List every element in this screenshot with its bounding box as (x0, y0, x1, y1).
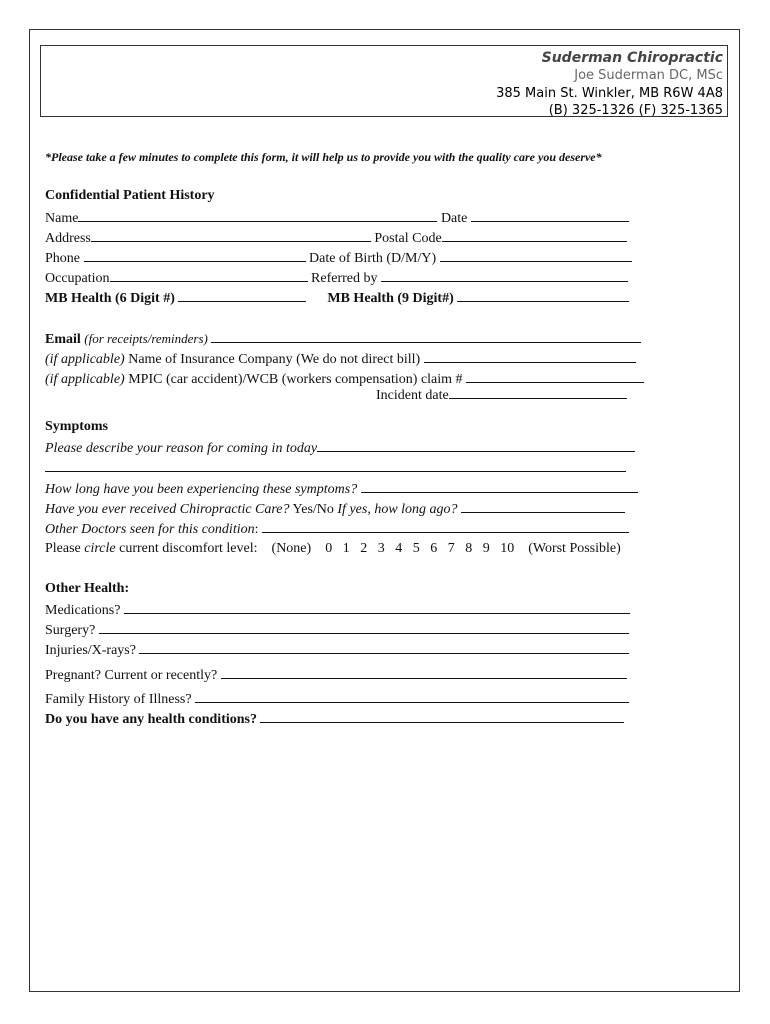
row-reason (45, 438, 635, 458)
pregnant-label: Pregnant? Current or recently? (45, 668, 218, 683)
intro-text: *Please take a few minutes to complete this form, it will help us to provide you with the quality care you deserve* (45, 150, 602, 164)
scale-8[interactable]: 8 (465, 541, 473, 556)
how-long-field[interactable] (361, 479, 638, 493)
clinic-address: 385 Main St. Winkler, MB R6W 4A8 (496, 86, 723, 101)
mb6-label: MB Health (6 Digit #) (45, 291, 175, 306)
email-label: Email (45, 332, 81, 347)
row-address (45, 228, 627, 248)
row-occupation (45, 268, 628, 288)
insurance-field[interactable] (424, 349, 636, 363)
health-conditions-field[interactable] (260, 709, 624, 723)
reason-label: Please describe your reason for coming in today (45, 441, 318, 456)
scale-2[interactable]: 2 (360, 541, 368, 556)
circle-label: circle (84, 541, 116, 556)
occupation-field[interactable] (110, 268, 308, 282)
scale-0[interactable]: 0 (325, 541, 333, 556)
dob-field[interactable] (440, 248, 632, 262)
surgery-label: Surgery? (45, 623, 96, 638)
row-chiro (45, 499, 625, 519)
insurance-label: Name of Insurance Company (We do not direct bill) (128, 352, 421, 367)
health-conditions-label: Do you have any health conditions? (45, 712, 257, 727)
row-reason-continued (45, 458, 626, 478)
family-history-field[interactable] (195, 689, 629, 703)
scale-4[interactable]: 4 (395, 541, 403, 556)
incident-field[interactable] (449, 385, 627, 399)
injuries-label: Injuries/X-rays? (45, 643, 136, 658)
if-yes-field[interactable] (461, 499, 625, 513)
row-injuries (45, 640, 629, 660)
scale-9[interactable]: 9 (482, 541, 490, 556)
if-applicable-label: (if applicable) (45, 352, 125, 367)
phone-field[interactable] (84, 248, 306, 262)
row-other-doctors (45, 519, 629, 539)
surgery-field[interactable] (99, 620, 629, 634)
scale-worst-label: (Worst Possible) (528, 541, 621, 556)
postal-label: Postal Code (374, 231, 442, 246)
scale-6[interactable]: 6 (430, 541, 438, 556)
address-label: Address (45, 231, 91, 246)
family-history-label: Family History of Illness? (45, 692, 192, 707)
yes-no-option[interactable]: Yes/No (292, 502, 334, 517)
section-title-symptoms: Symptoms (45, 419, 109, 434)
other-doctors-colon: : (254, 522, 259, 537)
mb6-field[interactable] (178, 288, 306, 302)
scale-10[interactable]: 10 (500, 541, 515, 556)
row-discomfort (45, 540, 621, 558)
how-long-label: How long have you been experiencing these symptoms? (45, 482, 358, 497)
name-label: Name (45, 211, 79, 226)
scale-none-label: (None) (271, 541, 312, 556)
mb9-field[interactable] (457, 288, 629, 302)
referred-label: Referred by (311, 271, 378, 286)
email-note: (for receipts/reminders) (84, 331, 208, 346)
mb9-label: MB Health (9 Digit#) (327, 291, 454, 306)
scale-1[interactable]: 1 (342, 541, 350, 556)
row-mb-health (45, 288, 629, 308)
incident-label: Incident date (376, 388, 449, 403)
if-applicable-label-2: (if applicable) (45, 372, 125, 387)
row-how-long (45, 479, 638, 499)
row-health-conditions (45, 709, 624, 729)
row-name (45, 208, 629, 228)
clinic-name: Suderman Chiropractic (541, 50, 723, 66)
if-yes-label: If yes, how long ago? (337, 502, 458, 517)
row-family-history (45, 689, 629, 709)
letterhead (40, 45, 728, 117)
date-label: Date (440, 211, 468, 226)
current-level-label: current discomfort level: (119, 541, 258, 556)
reason-field[interactable] (317, 438, 635, 452)
reason-field-2[interactable] (45, 458, 626, 472)
injuries-field[interactable] (139, 640, 629, 654)
medications-label: Medications? (45, 603, 121, 618)
date-field[interactable] (471, 208, 629, 222)
row-email (45, 329, 641, 349)
scale-7[interactable]: 7 (447, 541, 455, 556)
clinic-phones: (B) 325-1326 (F) 325-1365 (548, 103, 723, 118)
section-title-other-health: Other Health: (45, 581, 130, 596)
phone-label: Phone (45, 251, 80, 266)
scale-5[interactable]: 5 (412, 541, 420, 556)
referred-field[interactable] (381, 268, 628, 282)
row-surgery (45, 620, 629, 640)
chiro-question: Have you ever received Chiropractic Care? (45, 502, 290, 517)
row-phone (45, 248, 632, 268)
please-label: Please (45, 541, 81, 556)
doctor-name: Joe Suderman DC, MSc (574, 68, 723, 83)
row-incident (376, 385, 627, 405)
scale-3[interactable]: 3 (377, 541, 385, 556)
pregnant-field[interactable] (221, 665, 627, 679)
dob-label: Date of Birth (D/M/Y) (309, 251, 437, 266)
name-field[interactable] (78, 208, 437, 222)
other-doctors-label: Other Doctors seen for this condition (45, 522, 255, 537)
other-doctors-field[interactable] (262, 519, 629, 533)
section-title-history: Confidential Patient History (45, 188, 215, 203)
mpic-label: MPIC (car accident)/WCB (workers compensation) claim # (128, 372, 463, 387)
row-insurance (45, 349, 636, 369)
row-medications (45, 600, 630, 620)
row-pregnant (45, 665, 627, 685)
occupation-label: Occupation (45, 271, 110, 286)
address-field[interactable] (91, 228, 371, 242)
medications-field[interactable] (124, 600, 630, 614)
postal-field[interactable] (442, 228, 627, 242)
mpic-field[interactable] (466, 369, 644, 383)
email-field[interactable] (211, 329, 641, 343)
